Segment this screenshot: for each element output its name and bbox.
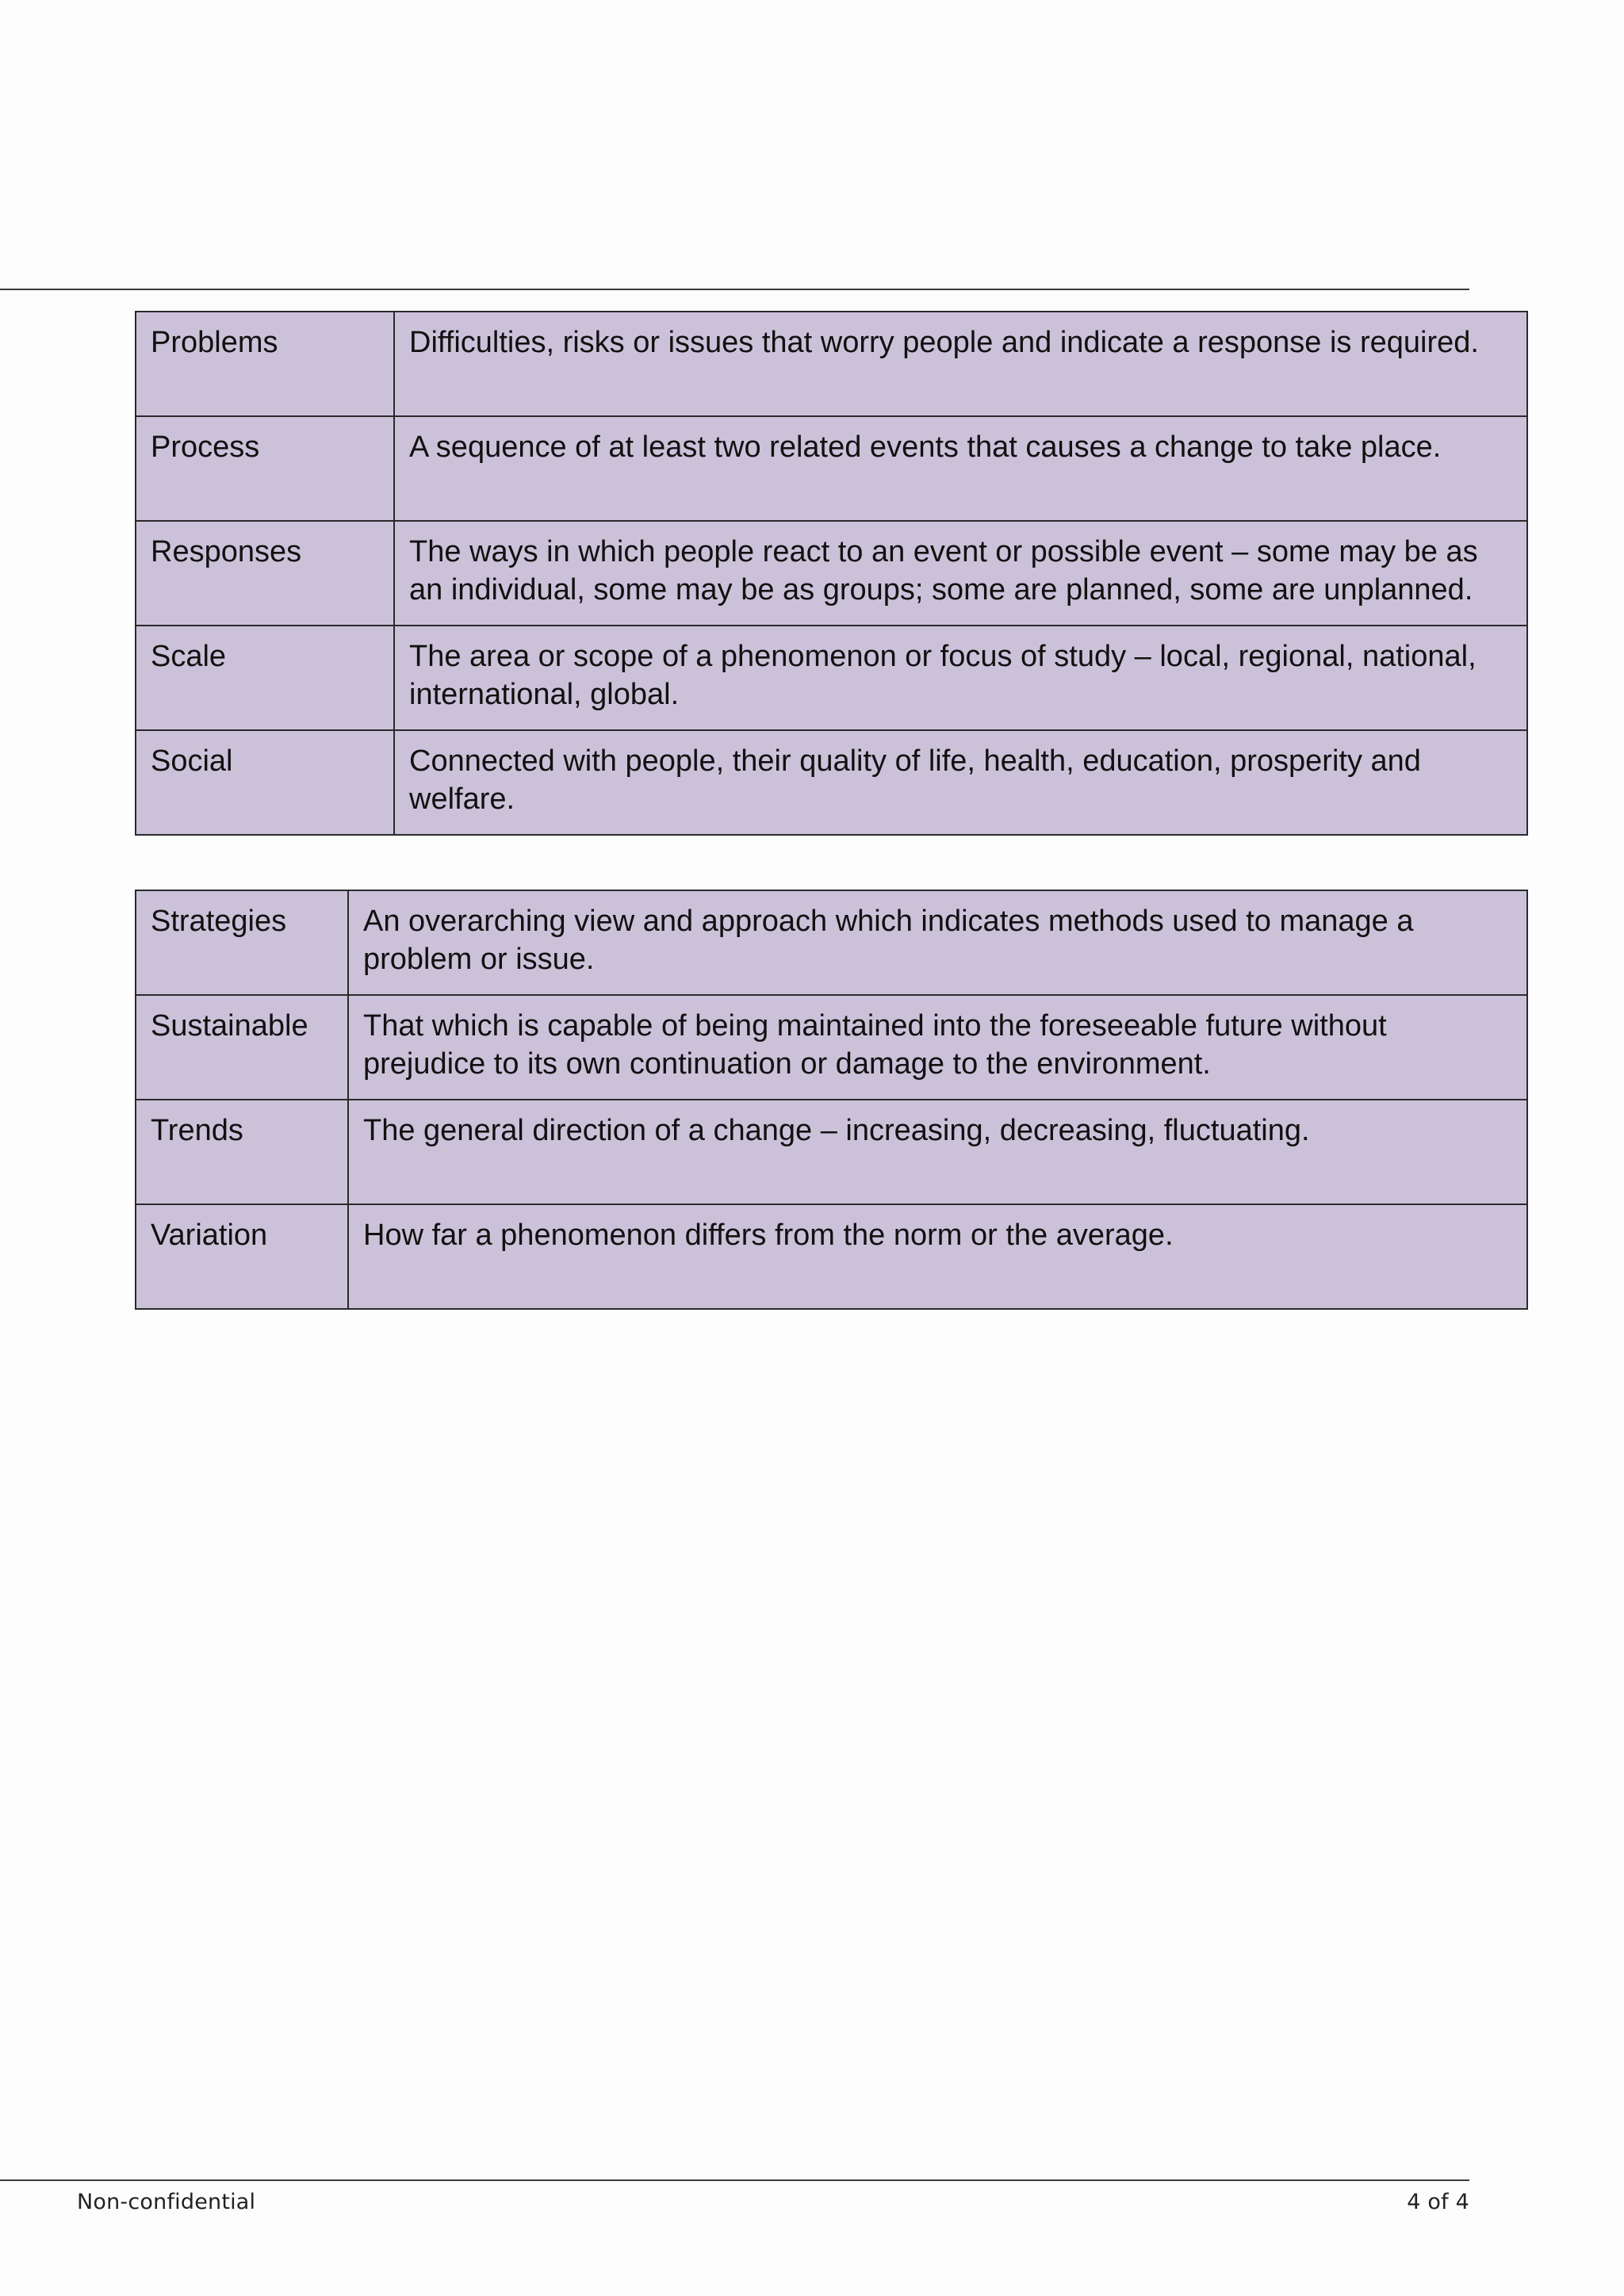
definition-cell: That which is capable of being maintained into the foreseeable future without prejudice to its own continuation or damage to the environment. (348, 995, 1527, 1100)
term-cell: Trends (136, 1100, 348, 1204)
table-row (136, 626, 1527, 730)
glossary-table-1 (135, 311, 1528, 836)
table-row (136, 1204, 1527, 1309)
table-row (136, 995, 1527, 1100)
term-cell: Strategies (136, 890, 348, 995)
table-row (136, 890, 1527, 995)
term-cell: Sustainable (136, 995, 348, 1100)
term-cell: Process (136, 416, 394, 521)
definition-cell: How far a phenomenon differs from the norm or the average. (348, 1204, 1527, 1309)
definition-cell: The general direction of a change – increasing, decreasing, fluctuating. (348, 1100, 1527, 1204)
footer-classification: Non-confidential (77, 2190, 256, 2214)
table-row (136, 416, 1527, 521)
table-row (136, 312, 1527, 416)
table-row (136, 521, 1527, 626)
term-cell: Variation (136, 1204, 348, 1309)
definition-cell: The ways in which people react to an event or possible event – some may be as an individual, some may be as groups; some are planned, some are unplanned. (394, 521, 1527, 626)
definition-cell: An overarching view and approach which indicates methods used to manage a problem or issue. (348, 890, 1527, 995)
term-cell: Problems (136, 312, 394, 416)
glossary-table-2 (135, 890, 1528, 1310)
term-cell: Scale (136, 626, 394, 730)
header-divider (0, 289, 1469, 290)
term-cell: Responses (136, 521, 394, 626)
footer-page-number: 4 of 4 (1407, 2190, 1469, 2214)
definition-cell: A sequence of at least two related events that causes a change to take place. (394, 416, 1527, 521)
footer-divider (0, 2179, 1469, 2181)
term-cell: Social (136, 730, 394, 835)
definition-cell: Connected with people, their quality of life, health, education, prosperity and welfare. (394, 730, 1527, 835)
table-row (136, 730, 1527, 835)
table-row (136, 1100, 1527, 1204)
definition-cell: The area or scope of a phenomenon or focus of study – local, regional, national, international, global. (394, 626, 1527, 730)
definition-cell: Difficulties, risks or issues that worry people and indicate a response is required. (394, 312, 1527, 416)
